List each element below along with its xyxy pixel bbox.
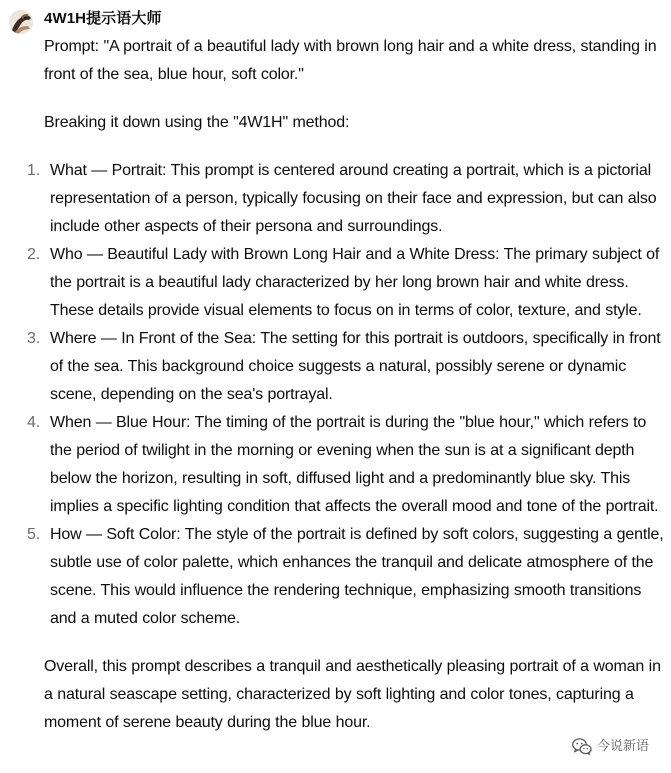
gpt-avatar-icon[interactable] [9, 10, 33, 34]
sender-name: 4W1H提示语大师 [44, 10, 162, 27]
list-item [27, 325, 664, 409]
list-item-text: What — Portrait: This prompt is centered around creating a portrait, which is a pictorial representation of a person, typically focusing on their face and expression, but can also include other aspects of their persona and surroundings. [50, 162, 657, 235]
list-item-number: 2. [27, 246, 41, 263]
watermark [572, 737, 649, 755]
list-item [27, 409, 664, 521]
list-item [27, 241, 664, 325]
list-item-text: How — Soft Color: The style of the portrait is defined by soft colors, suggesting a gentle, subtle use of color palette, which enhances the tranquil and delicate atmosphere of the scene. This would influence the rendering technique, emphasizing smooth transitions and a muted color scheme. [50, 526, 664, 627]
list-item-text: Who — Beautiful Lady with Brown Long Hair and a White Dress: The primary subject of the portrait is a beautiful lady characterized by her long brown hair and white dress. These details provide visual elements to focus on in terms of color, texture, and style. [50, 246, 660, 319]
prompt-paragraph: Prompt: "A portrait of a beautiful lady with brown long hair and a white dress, standing in front of the sea, blue hour, soft color." [44, 38, 657, 83]
list-item [27, 157, 664, 241]
intro-paragraph: Breaking it down using the "4W1H" method: [44, 114, 350, 131]
list-item-text: Where — In Front of the Sea: The setting for this portrait is outdoors, specifically in front of the sea. This background choice suggests a natural, possibly serene or dynamic scene, depending on the sea's portrayal. [50, 330, 661, 403]
list-item-number: 4. [27, 414, 41, 431]
wechat-icon [572, 738, 592, 755]
list-item-text: When — Blue Hour: The timing of the portrait is during the "blue hour," which refers to the period of twilight in the morning or evening when the sun is at a significant depth below the horizon, resulting in soft, diffused light and a predominantly blue sky. This implies a specific lighting condition that affects the overall mood and tone of the portrait. [50, 414, 659, 515]
list-item-number: 3. [27, 330, 41, 347]
watermark-text: 今说新语 [596, 738, 649, 753]
conclusion-paragraph: Overall, this prompt describes a tranquil and aesthetically pleasing portrait of a woman in a natural seascape setting, characterized by soft lighting and color tones, capturing a moment of serene beauty during the blue hour. [44, 658, 661, 731]
list-item-number: 1. [27, 162, 41, 179]
breakdown-list [27, 157, 664, 633]
message-content [27, 33, 664, 737]
list-item-number: 5. [27, 526, 41, 543]
list-item [27, 521, 664, 633]
